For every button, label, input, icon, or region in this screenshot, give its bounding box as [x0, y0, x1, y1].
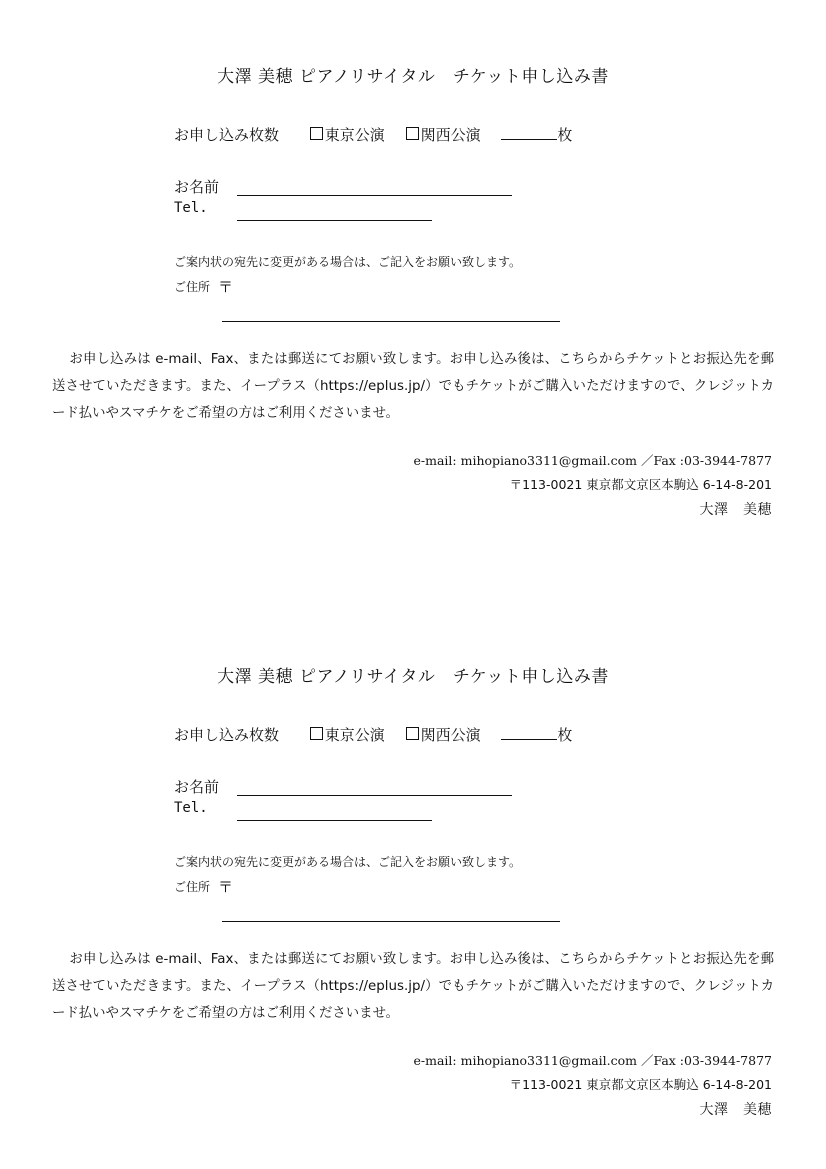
instructions-text: お申し込みは e-mail、Fax、または郵送にてお願い致します。お申し込み後は、こちらからチケットとお振込先を郵送させていただきます。また、イープラス（https://eplus.jp/）でもチケットがご購入いただけますので、クレジットカード払いやスマチケをご希望の方はご利用くださいませ。: [52, 952, 774, 1021]
ticket-count-field[interactable]: [501, 725, 557, 740]
address-label: ご住所: [174, 280, 211, 294]
instructions-text: お申し込みは e-mail、Fax、または郵送にてお願い致します。お申し込み後は、こちらからチケットとお振込先を郵送させていただきます。また、イープラス（https://eplus.jp/）でもチケットがご購入いただけますので、クレジットカード払いやスマチケをご希望の方はご利用くださいませ。: [52, 352, 774, 421]
tel-label: Tel.: [174, 800, 208, 816]
postal-mark: 〒: [218, 278, 234, 296]
name-label: お名前: [174, 178, 220, 196]
ticket-count-label: お申し込み枚数: [174, 726, 280, 744]
ticket-count-field[interactable]: [501, 125, 557, 140]
tokyo-checkbox[interactable]: [310, 127, 323, 140]
postal-address: 〒113-0021 東京都文京区本駒込 6-14-8-201: [509, 477, 772, 492]
ticket-application-form-1: [0, 0, 826, 560]
tokyo-option[interactable]: [310, 124, 385, 145]
form-title: 大澤 美穂 ピアノリサイタル チケット申し込み書: [217, 667, 609, 687]
name-field[interactable]: [237, 195, 512, 196]
postal-mark: 〒: [218, 878, 234, 896]
ticket-count-row: [174, 724, 572, 745]
address-change-note: ご案内状の宛先に変更がある場合は、ご記入をお願い致します。: [174, 855, 522, 869]
ticket-count-row: [174, 124, 572, 145]
ticket-count-label: お申し込み枚数: [174, 126, 280, 144]
kansai-option-label: 関西公演: [420, 726, 481, 744]
kansai-checkbox[interactable]: [406, 727, 419, 740]
contact-email-fax: e-mail: mihopiano3311@gmail.com ／Fax :03-3944-7877: [413, 1053, 772, 1068]
address-label: ご住所: [174, 880, 211, 894]
name-label: お名前: [174, 778, 220, 796]
instructions-paragraph: [52, 946, 774, 1027]
kansai-option[interactable]: [406, 724, 481, 745]
form-title: 大澤 美穂 ピアノリサイタル チケット申し込み書: [217, 67, 609, 87]
signature-name: 大澤 美穂: [699, 1102, 772, 1118]
tokyo-option-label: 東京公演: [324, 126, 385, 144]
address-change-note: ご案内状の宛先に変更がある場合は、ご記入をお願い致します。: [174, 255, 522, 269]
ticket-count-unit: 枚: [557, 726, 573, 744]
name-field[interactable]: [237, 795, 512, 796]
kansai-option[interactable]: [406, 124, 481, 145]
ticket-application-form-2: [0, 600, 826, 1160]
tel-label: Tel.: [174, 200, 208, 216]
tel-field[interactable]: [237, 820, 432, 821]
kansai-option-label: 関西公演: [420, 126, 481, 144]
tokyo-option[interactable]: [310, 724, 385, 745]
instructions-paragraph: [52, 346, 774, 427]
tokyo-checkbox[interactable]: [310, 727, 323, 740]
tokyo-option-label: 東京公演: [324, 726, 385, 744]
address-label-row: [174, 876, 233, 897]
address-label-row: [174, 276, 233, 297]
contact-email-fax: e-mail: mihopiano3311@gmail.com ／Fax :03-3944-7877: [413, 453, 772, 468]
address-field[interactable]: [222, 921, 560, 922]
postal-address: 〒113-0021 東京都文京区本駒込 6-14-8-201: [509, 1077, 772, 1092]
address-field[interactable]: [222, 321, 560, 322]
kansai-checkbox[interactable]: [406, 127, 419, 140]
signature-name: 大澤 美穂: [699, 502, 772, 518]
ticket-count-unit: 枚: [557, 126, 573, 144]
tel-field[interactable]: [237, 220, 432, 221]
